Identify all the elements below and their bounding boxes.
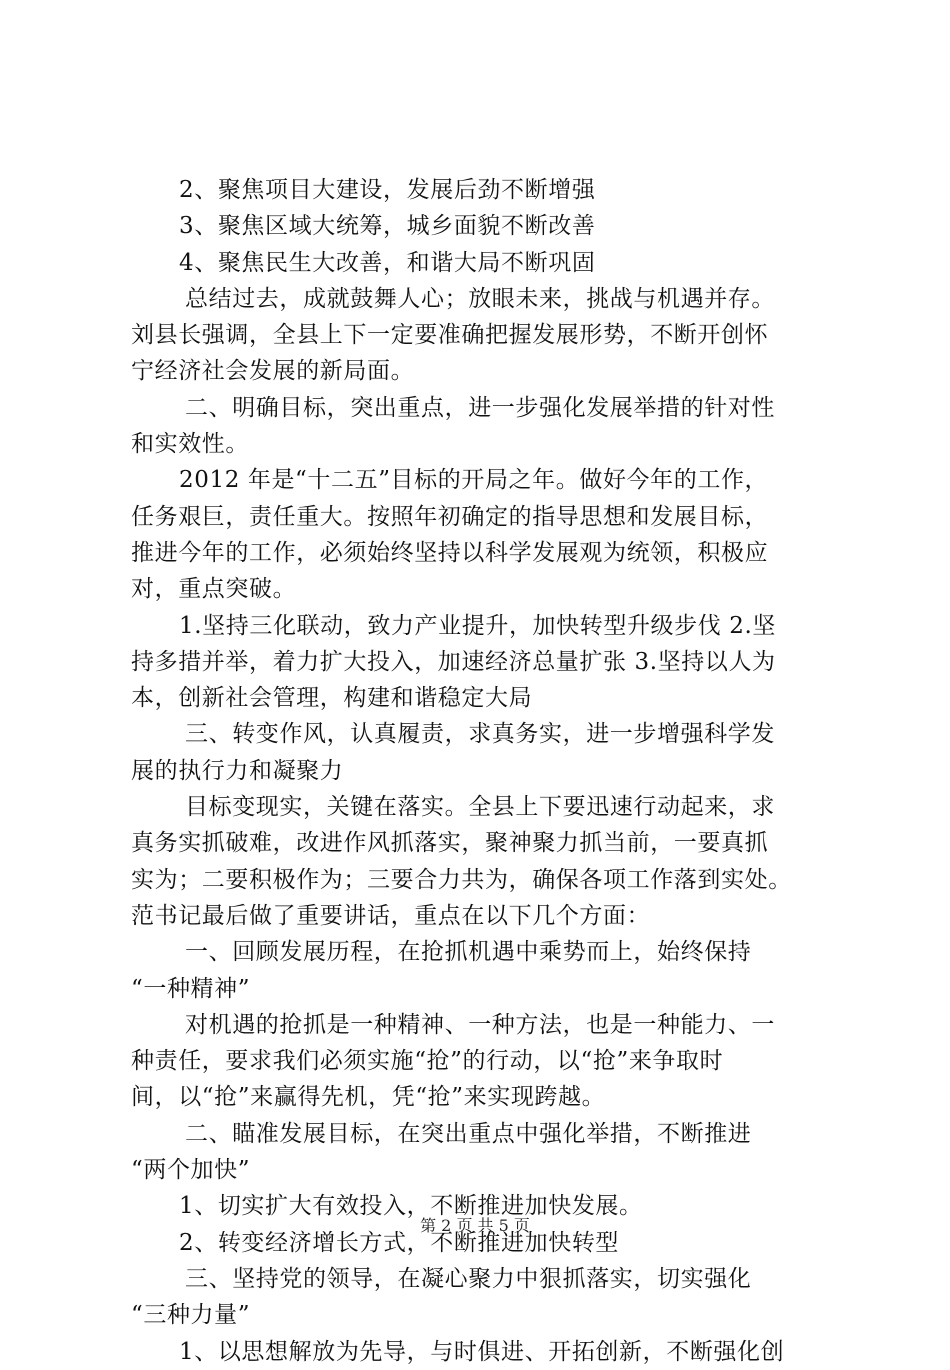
text-line: 一、回顾发展历程，在抢抓机遇中乘势而上，始终保持: [185, 939, 752, 966]
text-line: 三、坚持党的领导，在凝心聚力中狠抓落实，切实强化: [185, 1265, 752, 1292]
text-line: 三、转变作风，认真履责，求真务实，进一步增强科学发: [185, 721, 775, 748]
text-line: “两个加快”: [131, 1157, 251, 1184]
text-line: 刘县长强调，全县上下一定要准确把握发展形势，不断开创怀: [131, 322, 769, 349]
text-line: 本，创新社会管理，构建和谐稳定大局: [131, 685, 533, 712]
text-line: 总结过去，成就鼓舞人心；放眼未来，挑战与机遇并存。: [185, 285, 775, 312]
text-line: 目标变现实，关键在落实。全县上下要迅速行动起来，求: [185, 794, 775, 821]
text-line: 3、聚焦区域大统筹，城乡面貌不断改善: [179, 213, 596, 240]
text-line: 2、聚焦项目大建设，发展后劲不断增强: [179, 177, 596, 203]
text-line: 1.坚持三化联动，致力产业提升，加快转型升级步伐 2.坚: [179, 612, 776, 639]
text-line: 对机遇的抢抓是一种精神、一种方法，也是一种能力、一: [185, 1011, 775, 1038]
text-line: 种责任，要求我们必须实施“抢”的行动，以“抢”来争取时: [131, 1048, 724, 1075]
text-line: 实为；二要积极作为；三要合力共为，确保各项工作落到实处。: [131, 866, 792, 893]
text-line: 持多措并举，着力扩大投入，加速经济总量扩张 3.坚持以人为: [131, 648, 776, 675]
text-line: 二、瞄准发展目标，在突出重点中强化举措，不断推进: [185, 1120, 752, 1147]
text-line: 推进今年的工作，必须始终坚持以科学发展观为统领，积极应: [131, 539, 769, 566]
text-line: 1、切实扩大有效投入，不断推进加快发展。: [179, 1193, 643, 1220]
text-line: 和实效性。: [131, 431, 249, 458]
text-line: 真务实抓破难，改进作风抓落实，聚神聚力抓当前，一要真抓: [131, 830, 769, 857]
text-line: 二、明确目标，突出重点，进一步强化发展举措的针对性: [185, 394, 775, 421]
text-line: 2012 年是“十二五”目标的开局之年。做好今年的工作，: [179, 467, 769, 494]
document-body: [131, 172, 831, 1370]
text-line: 展的执行力和凝聚力: [131, 757, 344, 784]
text-line: 宁经济社会发展的新局面。: [131, 358, 415, 385]
text-line: “一种精神”: [131, 975, 251, 1002]
text-line: “三种力量”: [131, 1302, 251, 1329]
text-line: 间，以“抢”来赢得先机，凭“抢”来实现跨越。: [131, 1084, 606, 1111]
text-line: 任务艰巨，责任重大。按照年初确定的指导思想和发展目标，: [131, 503, 769, 530]
text-line: 2、转变经济增长方式，不断推进加快转型: [179, 1229, 620, 1256]
text-line: 对，重点突破。: [131, 576, 297, 603]
text-line: 4、聚焦民生大改善，和谐大局不断巩固: [179, 249, 596, 276]
text-line: 范书记最后做了重要讲话，重点在以下几个方面：: [131, 902, 651, 929]
page-footer: 第 2 页 共 5 页: [420, 1216, 530, 1235]
text-line: 1、以思想解放为先导，与时俱进、开拓创新，不断强化创: [179, 1338, 785, 1365]
